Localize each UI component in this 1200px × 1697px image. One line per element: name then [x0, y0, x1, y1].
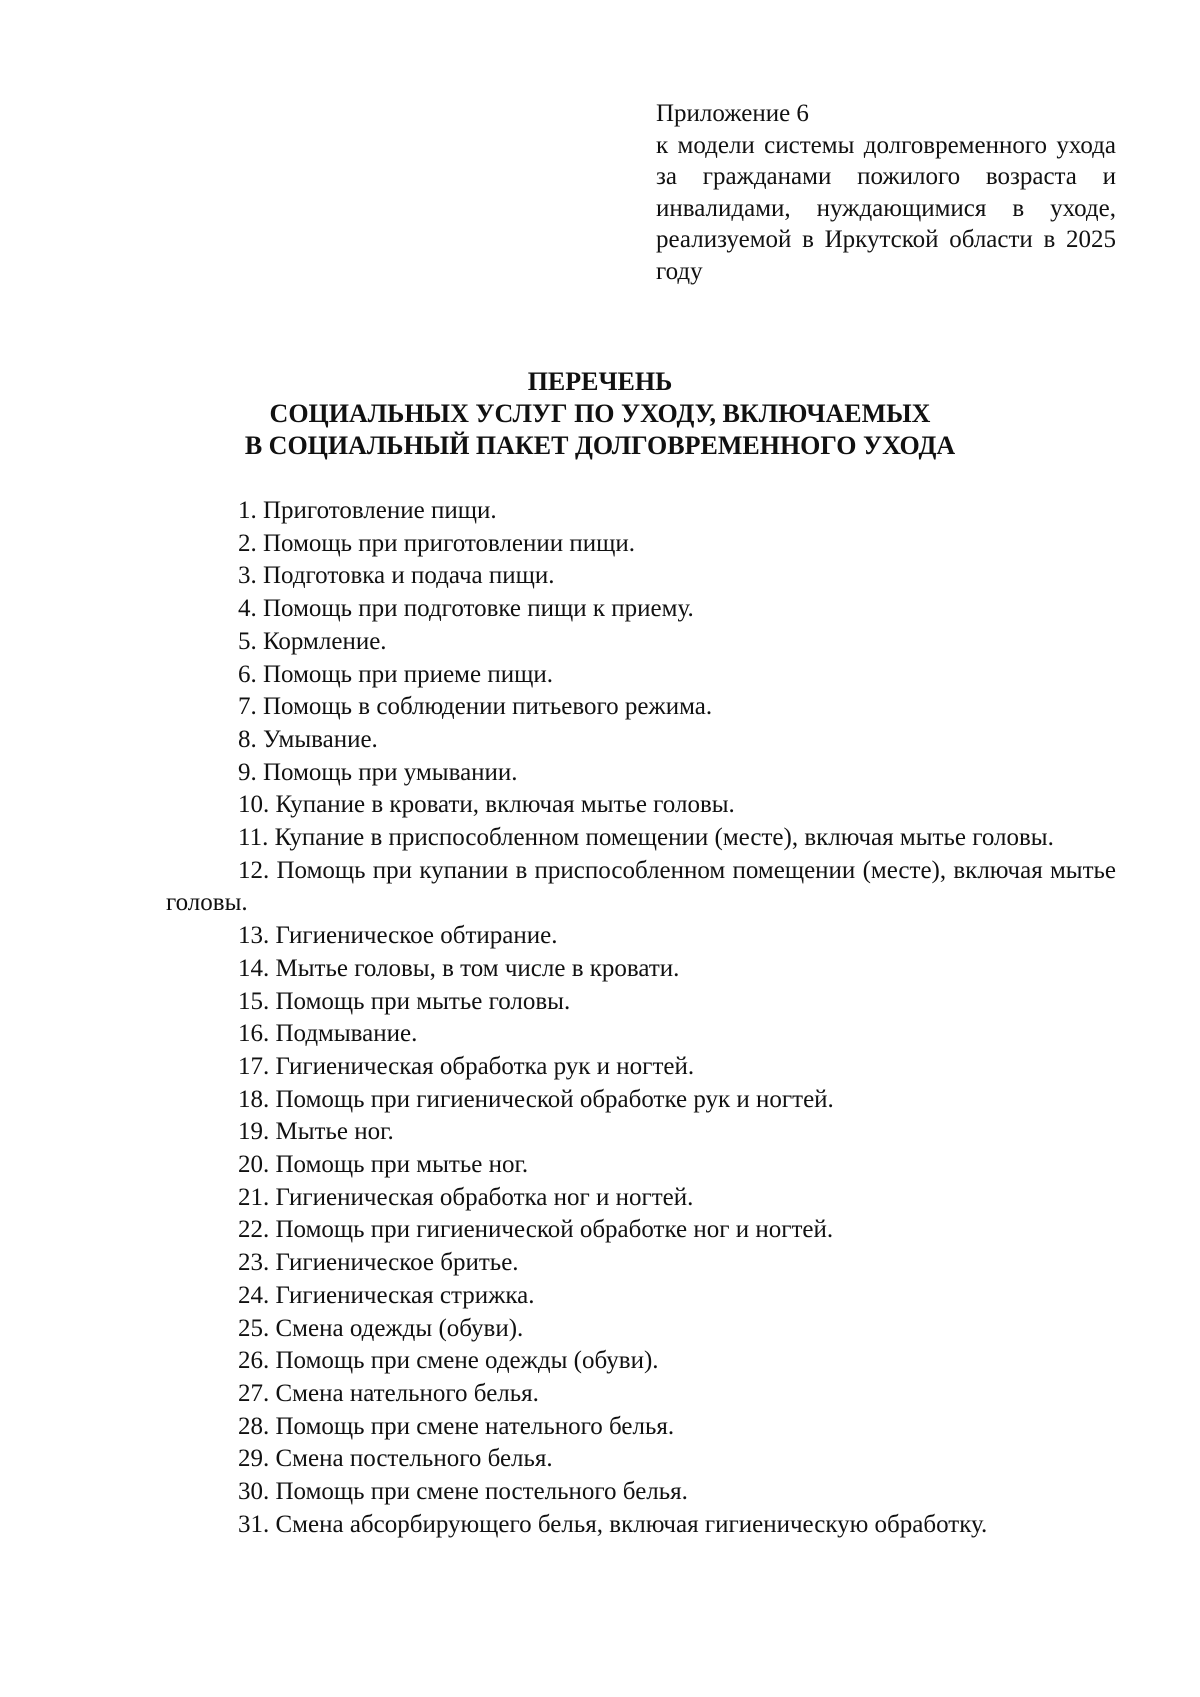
heading-line-1: ПЕРЕЧЕНЬ	[527, 367, 673, 396]
list-item: 5. Кормление.	[238, 627, 387, 655]
list-item: 27. Смена нательного белья.	[238, 1379, 539, 1407]
list-item: 8. Умывание.	[238, 725, 378, 753]
list-item: 2. Помощь при приготовлении пищи.	[238, 529, 636, 557]
list-item: 13. Гигиеническое обтирание.	[238, 922, 558, 950]
list-item: 20. Помощь при мытье ног.	[238, 1151, 529, 1179]
list-item: 22. Помощь при гигиенической обработке ног и ногтей.	[238, 1216, 834, 1244]
list-item: 7. Помощь в соблюдении питьевого режима.	[238, 693, 713, 721]
list-item: 9. Помощь при умывании.	[238, 758, 518, 786]
list-item: 29. Смена постельного белья.	[238, 1445, 553, 1473]
list-item: 23. Гигиеническое бритье.	[238, 1249, 519, 1277]
list-item: 31. Смена абсорбирующего белья, включая гигиеническую обработку.	[238, 1510, 988, 1538]
list-item: 15. Помощь при мытье головы.	[238, 987, 571, 1015]
services-list	[166, 495, 1116, 1542]
list-item: 24. Гигиеническая стрижка.	[238, 1281, 535, 1309]
list-item: 25. Смена одежды (обуви).	[238, 1314, 524, 1342]
list-item: 17. Гигиеническая обработка рук и ногтей.	[238, 1052, 695, 1080]
list-item: 4. Помощь при подготовке пищи к приему.	[238, 595, 694, 623]
appendix-text: к модели системы долговременного ухода за гражданами пожилого возраста и инвалидами, нуждающимися в уходе, реализуемой в Иркутской области в 2025 году	[656, 131, 1116, 285]
list-item: 14. Мытье головы, в том числе в кровати.	[238, 954, 680, 982]
appendix-title: Приложение 6	[656, 100, 809, 127]
list-item: 16. Подмывание.	[238, 1020, 418, 1048]
heading-line-3: В СОЦИАЛЬНЫЙ ПАКЕТ ДОЛГОВРЕМЕННОГО УХОДА	[244, 431, 956, 460]
list-item: 10. Купание в кровати, включая мытье головы.	[238, 791, 735, 819]
list-item: 28. Помощь при смене нательного белья.	[238, 1412, 675, 1440]
list-item: 6. Помощь при приеме пищи.	[238, 660, 553, 688]
list-item: 12. Помощь при купании в приспособленном помещении (месте), включая мытье головы.	[166, 856, 1116, 917]
list-item: 1. Приготовление пищи.	[238, 497, 497, 524]
document-heading	[0, 366, 1200, 462]
list-item: 11. Купание в приспособленном помещении (месте), включая мытье головы.	[238, 824, 1054, 852]
list-item: 18. Помощь при гигиенической обработке рук и ногтей.	[238, 1085, 834, 1113]
appendix-block	[656, 98, 1116, 287]
heading-line-2: СОЦИАЛЬНЫХ УСЛУГ ПО УХОДУ, ВКЛЮЧАЕМЫХ	[269, 399, 931, 428]
list-item: 30. Помощь при смене постельного белья.	[238, 1478, 688, 1506]
list-item: 26. Помощь при смене одежды (обуви).	[238, 1347, 659, 1375]
list-item: 19. Мытье ног.	[238, 1118, 394, 1146]
list-item: 21. Гигиеническая обработка ног и ногтей.	[238, 1183, 694, 1211]
list-item: 3. Подготовка и подача пищи.	[238, 562, 555, 590]
